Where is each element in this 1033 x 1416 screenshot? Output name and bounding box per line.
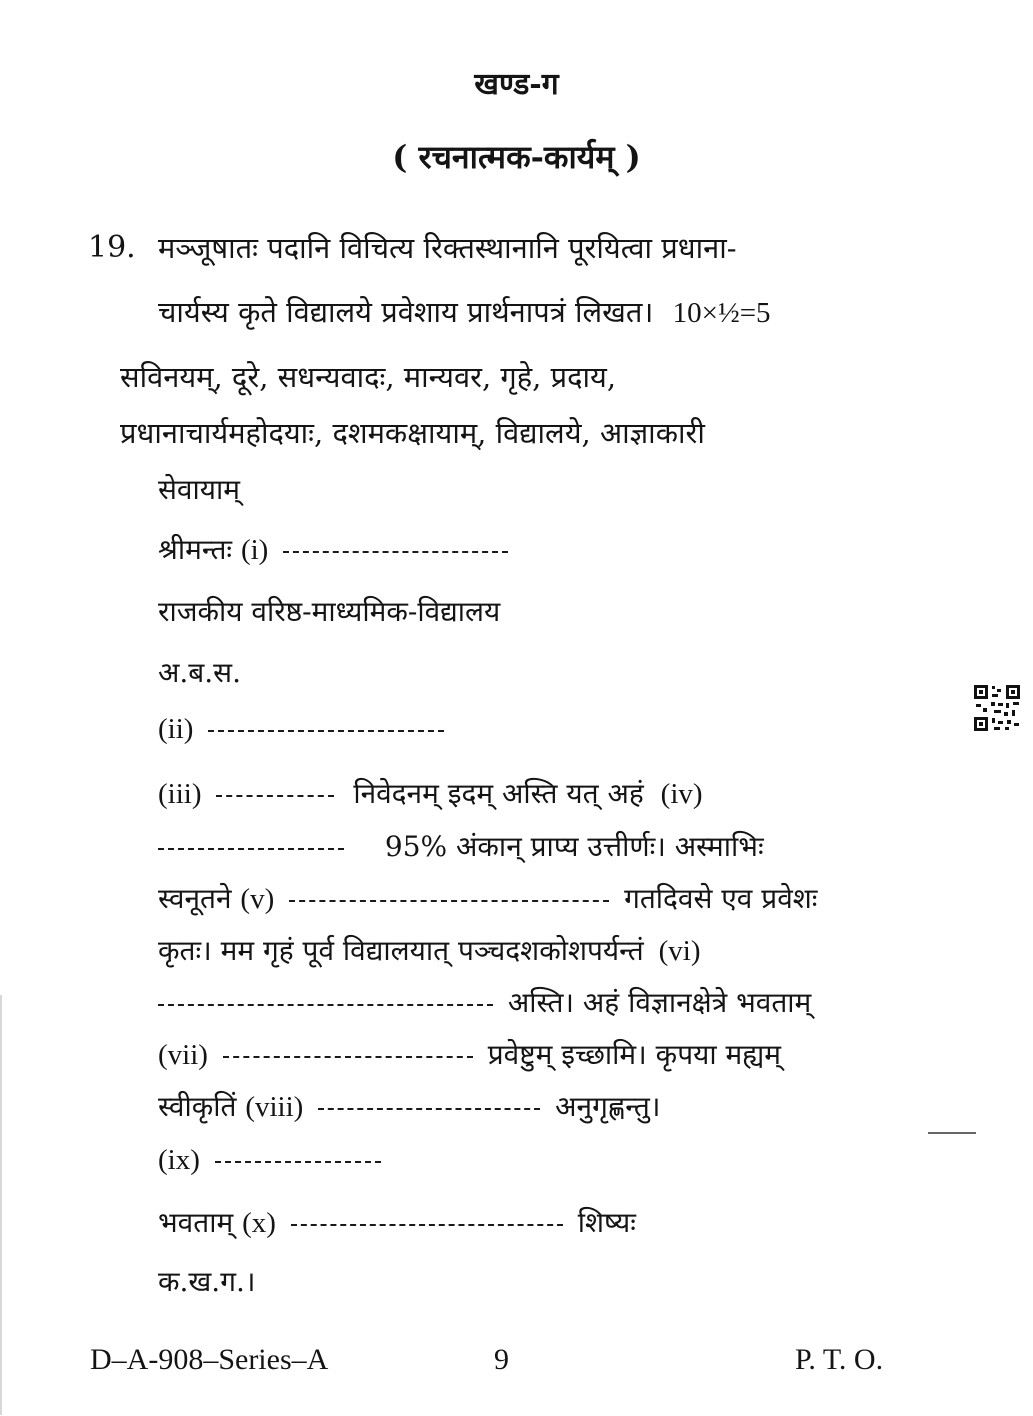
- letter-line-x: [158, 1203, 636, 1241]
- letter-line-viii: [158, 1087, 661, 1125]
- question-text-line-2: [158, 292, 771, 331]
- wordbox-line-2: प्रधानाचार्यमहोदयाः, दशमकक्षायाम्, विद्यालये, आज्ञाकारी: [120, 416, 705, 450]
- section-subtitle: ( रचनात्मक-कार्यम् ): [392, 138, 641, 176]
- text-viii-pre: स्वीकृतिं: [158, 1090, 237, 1123]
- footer-page-number: 9: [494, 1343, 509, 1376]
- wordbox-line-1: सविनयम्, दूरे, सधन्यवादः, मान्यवर, गृहे, प्रदाय,: [120, 360, 617, 394]
- blank-vii[interactable]: [223, 1056, 473, 1058]
- blank-v[interactable]: [289, 900, 609, 902]
- text-iii: निवेदनम् इदम् अस्ति यत् अहं: [353, 777, 644, 810]
- blank-iv[interactable]: [158, 848, 344, 850]
- blank-ix[interactable]: [215, 1161, 381, 1163]
- blank-iii[interactable]: [216, 795, 334, 797]
- letter-line-ii: [158, 712, 450, 746]
- text-vii: प्रवेष्टुम् इच्छामि। कृपया मह्यम्: [487, 1038, 782, 1071]
- qr-code-icon: [972, 683, 1022, 733]
- letter-line-iv: [158, 827, 764, 865]
- letter-line-vi-cont: [158, 983, 811, 1021]
- text-v-post: गतदिवसे एव प्रवेशः: [624, 882, 818, 915]
- letter-line-vii: [158, 1035, 781, 1073]
- footer-pto: P. T. O.: [795, 1343, 884, 1376]
- scan-mark: [928, 1132, 976, 1134]
- blank-label-iii: (iii): [158, 778, 202, 810]
- question-text: चार्यस्य कृते विद्यालये प्रवेशाय प्रार्थनापत्रं लिखत।: [158, 295, 654, 329]
- blank-vi[interactable]: [158, 1004, 493, 1006]
- letter-salutation: सेवायाम्: [158, 473, 240, 506]
- text-viii-post: अनुगृह्णन्तु।: [555, 1090, 661, 1123]
- shriman-text: श्रीमन्तः: [158, 533, 233, 566]
- scan-edge-line: [0, 995, 2, 1415]
- letter-line-iii: [158, 774, 703, 812]
- footer-code: D–A-908–Series–A: [90, 1343, 329, 1376]
- letter-line-vi: [158, 931, 701, 969]
- blank-viii[interactable]: [318, 1108, 540, 1110]
- question-number: 19.: [88, 230, 136, 265]
- letter-line-v: [158, 879, 817, 917]
- text-vi-pre: कृतः। मम गृहं पूर्व विद्यालयात् पञ्चदशकोशपर्यन्तं: [158, 934, 644, 967]
- blank-ii[interactable]: [208, 730, 444, 732]
- question-text-line-1: मञ्जूषातः पदानि विचित्य रिक्तस्थानानि पूरयित्वा प्रधाना-: [158, 231, 737, 265]
- blank-i[interactable]: [283, 551, 508, 553]
- letter-place: अ.ब.स.: [158, 656, 242, 689]
- letter-line-ix: [158, 1143, 387, 1177]
- blank-x[interactable]: [291, 1224, 563, 1226]
- text-x-pre: भवताम्: [158, 1206, 234, 1239]
- letter-signature: क.ख.ग.।: [158, 1265, 256, 1298]
- blank-label-v: (v): [240, 883, 275, 915]
- blank-label-i: (i): [240, 534, 269, 566]
- blank-label-x: (x): [242, 1207, 276, 1239]
- question-marks: 10×½=5: [672, 297, 771, 329]
- blank-label-ii: (ii): [158, 713, 194, 745]
- blank-label-viii: (viii): [245, 1091, 304, 1123]
- text-v-pre: स्वनूतने: [158, 882, 232, 915]
- blank-label-vi: (vi): [658, 935, 701, 967]
- text-vi-post: अस्ति। अहं विज्ञानक्षेत्रे भवताम्: [507, 986, 812, 1019]
- letter-line-shriman: [158, 530, 514, 568]
- text-iv: 95% अंकान् प्राप्य उत्तीर्णः। अस्माभिः: [384, 830, 764, 863]
- blank-label-iv: (iv): [660, 778, 703, 810]
- letter-school: राजकीय वरिष्ठ-माध्यमिक-विद्यालय: [158, 595, 501, 628]
- blank-label-ix: (ix): [158, 1144, 200, 1176]
- section-title: खण्ड-ग: [474, 67, 559, 102]
- blank-label-vii: (vii): [158, 1039, 208, 1071]
- text-x-post: शिष्यः: [577, 1206, 636, 1239]
